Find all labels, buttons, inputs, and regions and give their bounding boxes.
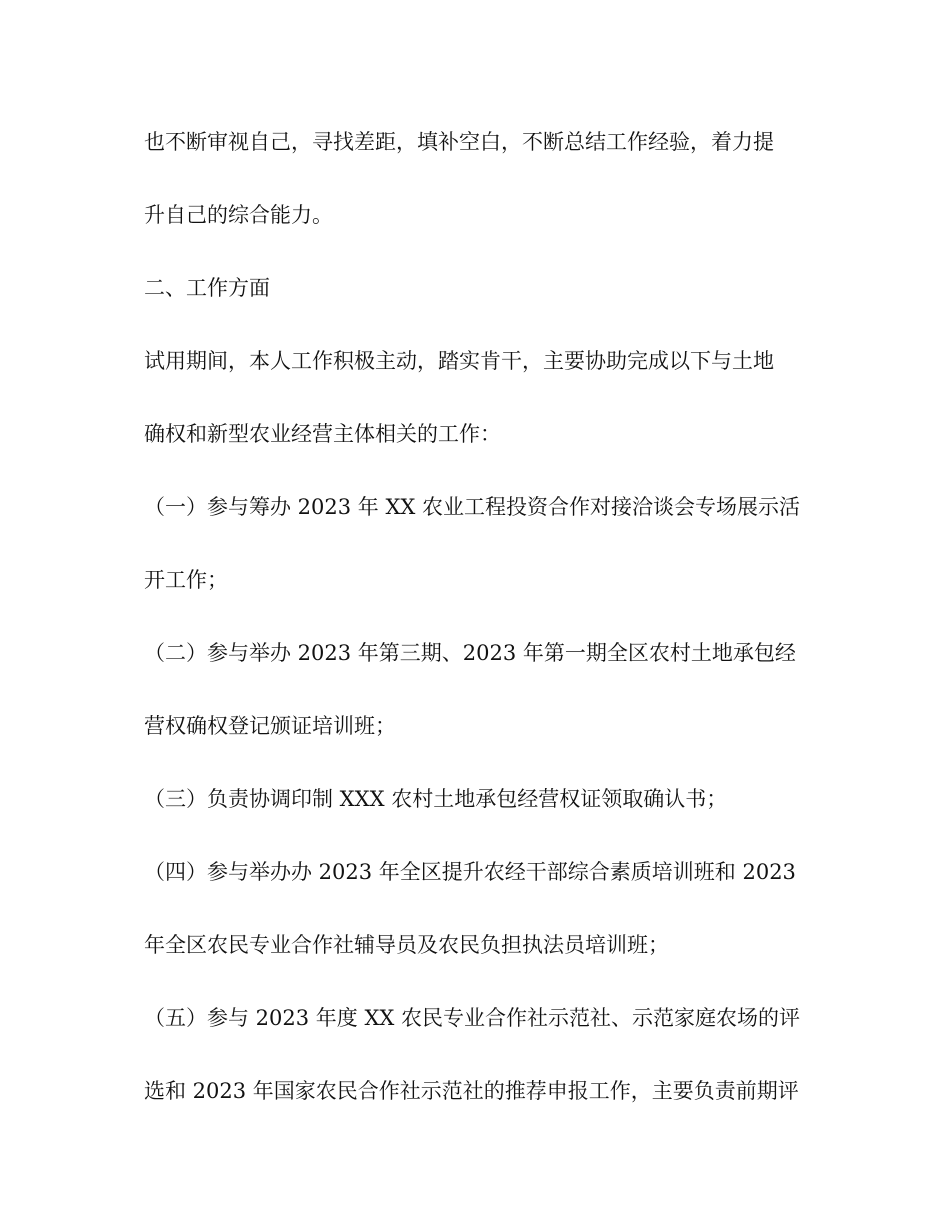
list-item-5-line-2: 选和 2023 年国家农民合作社示范社的推荐申报工作，主要负责前期评	[144, 1079, 799, 1103]
list-item-2-line-1: （二）参与举办 2023 年第三期、2023 年第一期全区农村土地承包经	[144, 641, 796, 665]
list-item-1-line-2: 开工作；	[144, 568, 228, 592]
section-heading: 二、工作方面	[144, 276, 270, 300]
list-item-1-line-1: （一）参与筹办 2023 年 XX 农业工程投资合作对接洽谈会专场展示活	[144, 495, 801, 519]
paragraph-line: 升自己的综合能力。	[144, 203, 333, 227]
paragraph-line: 也不断审视自己，寻找差距，填补空白，不断总结工作经验，着力提	[144, 130, 774, 154]
paragraph-line: 试用期间，本人工作积极主动，踏实肯干，主要协助完成以下与土地	[144, 349, 774, 373]
list-item-3: （三）负责协调印制 XXX 农村土地承包经营权证领取确认书；	[144, 787, 728, 811]
list-item-4-line-1: （四）参与举办办 2023 年全区提升农经干部综合素质培训班和 2023	[144, 860, 796, 884]
list-item-2-line-2: 营权确权登记颁证培训班；	[144, 714, 396, 738]
paragraph-line: 确权和新型农业经营主体相关的工作：	[144, 422, 501, 446]
list-item-4-line-2: 年全区农民专业合作社辅导员及农民负担执法员培训班；	[144, 933, 669, 957]
list-item-5-line-1: （五）参与 2023 年度 XX 农民专业合作社示范社、示范家庭农场的评	[144, 1006, 801, 1030]
